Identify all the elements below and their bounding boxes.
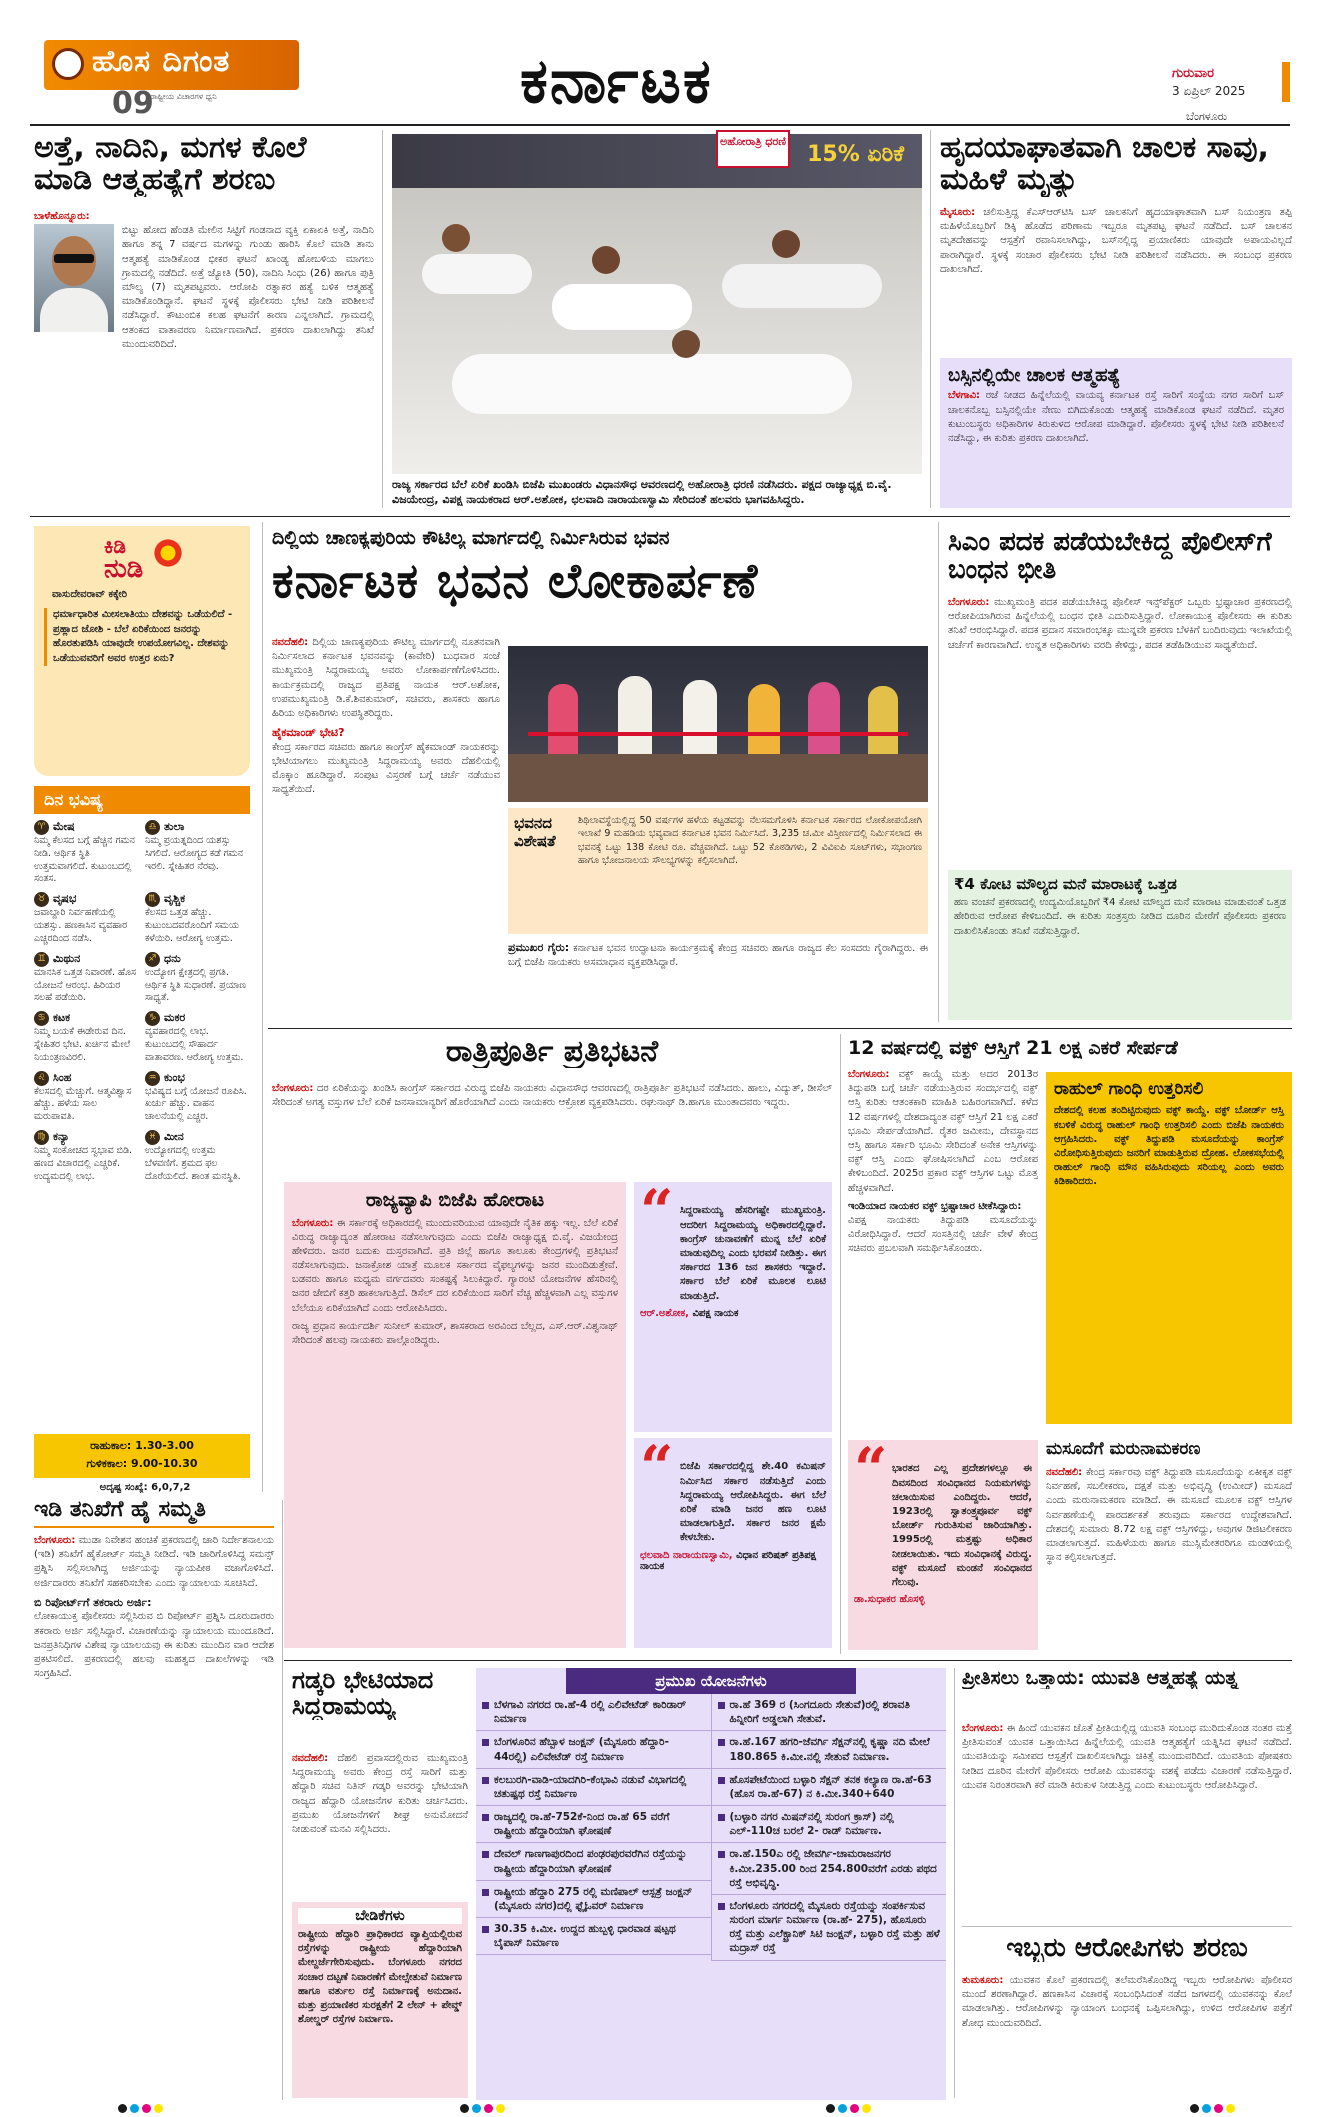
rashi-item: ♉ ವೃಷಭ ಜವಾಬ್ದಾರಿ ನಿರ್ವಹಣೆಯಲ್ಲಿ ಯಶಸ್ಸು. ಹಣಕಾಸಿನ ವ್ಯವಹಾರ ಎಚ್ಚರದಿಂದ ನಡೆಸಿ. bbox=[34, 892, 128, 944]
waqf-body: ಬೆಂಗಳೂರು: ವಕ್ಫ್ ಕಾಯ್ದೆ ಮತ್ತು ಅದರ 2013ರ ತಿದ್ದುಪಡಿ ಬಗ್ಗೆ ಚರ್ಚೆ ನಡೆಯುತ್ತಿರುವ ಸಂದರ್ಭದಲ್ಲಿ ವಕ್ಫ್ ಆಸ್ತಿ ಕುರಿತು ಆತಂಕಕಾರಿ ಮಾಹಿತಿ ಬಹಿರಂಗವಾಗಿದೆ. ಕಳೆದ 12 ವರ್ಷಗಳಲ್ಲಿ ದೇಶದಾದ್ಯಂತ ವಕ್ಫ್ ಆಸ್ತಿಗೆ 21 ಲಕ್ಷ ಎಕರೆ ಭೂಮಿ ಸೇರ್ಪಡೆಯಾಗಿದೆ. ರೈತರ ಜಮೀನು, ದೇವಸ್ಥಾನದ ಆಸ್ತಿ ಹಾಗೂ ಸರ್ಕಾರಿ ಭೂಮಿ ಸೇರಿದಂತೆ ಅನೇಕ ಆಸ್ತಿಗಳನ್ನು ವಕ್ಫ್ ಆಸ್ತಿ ಎಂದು ಘೋಷಿಸಲಾಗಿದೆ ಎಂಬ ಆರೋಪ ಕೇಳಿಬಂದಿದೆ. 2025ರ ಪ್ರಕಾರ ವಕ್ಫ್ ಆಸ್ತಿಗಳ ಒಟ್ಟು ಮೊತ್ತ ಹೆಚ್ಚಳವಾಗಿದೆ. ಇಂಡಿಯಾದ ನಾಯಕರ ವಕ್ಫ್ ಭ್ರಷ್ಟಾಚಾರ ಟೀಕೆಸಿದ್ದಾರು: ವಿಪಕ್ಷ ನಾಯಕರು ತಿದ್ದುಪಡಿ ಮಸೂದೆಯನ್ನು ವಿರೋಧಿಸಿದ್ದಾರೆ. ಆದರೆ ಸಂಸತ್ತಿನಲ್ಲಿ ಚರ್ಚೆ ವೇಳೆ ಕೇಂದ್ರ ಸಚಿವರು ಪ್ರಬಲವಾಗಿ ಸಮರ್ಥಿಸಿಕೊಂಡರು. bbox=[848, 1069, 1038, 1255]
statewide-box bbox=[284, 1182, 626, 1648]
logo-tagline: ರಾಷ್ಟ್ರೀಯ ವಿಚಾರಗಳ ಧ್ವನಿ bbox=[150, 92, 217, 101]
scheme-item: ರಾ.ಹೆ.150ಎ ರಲ್ಲಿ ಜೇವರ್ಗಿ-ಚಾಮರಾಜನಗರ ಕಿ.ಮೀ.235.00 ರಿಂದ 254.800ವರೆಗೆ ಎರಡು ಪಥದ ರಸ್ತೆ ಅಭಿವೃದ್ಧಿ. bbox=[712, 1843, 947, 1895]
lead-feature-box bbox=[508, 808, 928, 934]
story2b-headline: ಬಸ್ಸಿನಲ್ಲಿಯೇ ಚಾಲಕ ಆತ್ಮಹತ್ಯೆ bbox=[948, 365, 1121, 386]
rashi-item: ♐ ಧನು ಉದ್ಯೋಗ ಕ್ಷೇತ್ರದಲ್ಲಿ ಪ್ರಗತಿ. ಆರ್ಥಿಕ ಸ್ಥಿತಿ ಸುಧಾರಣೆ. ಪ್ರಯಾಣ ಸಾಧ್ಯತೆ. bbox=[145, 951, 246, 1004]
libra-icon: ♎ bbox=[145, 820, 160, 835]
scheme-item: ಕಲಬುರಗಿ-ವಾಡಿ-ಯಾದಗಿರಿ-ಕೆಂಭಾವಿ ನಡುವೆ ವಿಭಾಗದಲ್ಲಿ ಚತುಷ್ಪಥ ರಸ್ತೆ ನಿರ್ಮಾಣ bbox=[476, 1769, 711, 1806]
story3-body: ಬೆಂಗಳೂರು: ಮುಖ್ಯಮಂತ್ರಿ ಪದಕ ಪಡೆಯಬೇಕಿದ್ದ ಪೊಲೀಸ್ ಇನ್ಸ್‌ಪೆಕ್ಟರ್ ಒಬ್ಬರು ಭ್ರಷ್ಟಾಚಾರ ಪ್ರಕರಣದಲ್ಲಿ ಆರೋಪಿಯಾಗಿರುವ ಹಿನ್ನೆಲೆಯಲ್ಲಿ ಬಂಧನ ಭೀತಿ ಎದುರಿಸುತ್ತಿದ್ದಾರೆ. ಲೋಕಾಯುಕ್ತ ಪೊಲೀಸರು ಈ ಕುರಿತು ತನಿಖೆ ಆರಂಭಿಸಿದ್ದಾರೆ. ಪದಕ ಪ್ರದಾನ ಸಮಾರಂಭಕ್ಕೂ ಮುನ್ನವೇ ಪ್ರಕರಣ ಬೆಳಕಿಗೆ ಬಂದಿರುವುದು ಇಲಾಖೆಯಲ್ಲಿ ಚರ್ಚೆಗೆ ಕಾರಣವಾಗಿದೆ. ಉನ್ನತ ಅಧಿಕಾರಿಗಳು ವರದಿ ಕೇಳಿದ್ದು, ಪದಕ ತಡೆಹಿಡಿಯುವ ಸಾಧ್ಯತೆಯಿದೆ. bbox=[948, 597, 1292, 651]
love-body: ಬೆಂಗಳೂರು: ಈ ಹಿಂದೆ ಯುವಕನ ಜೊತೆ ಪ್ರೀತಿಯಲ್ಲಿದ್ದ ಯುವತಿ ಸಂಬಂಧ ಮುರಿದುಕೊಂಡ ನಂತರ ಮತ್ತೆ ಪ್ರೀತಿಸುವಂತೆ ಯುವಕ ಒತ್ತಾಯಿಸಿದ ಹಿನ್ನೆಲೆಯಲ್ಲಿ ಯುವತಿ ಆತ್ಮಹತ್ಯೆಗೆ ಯತ್ನಿಸಿದ ಘಟನೆ ನಡೆದಿದೆ. ಯುವತಿಯನ್ನು ಸಮೀಪದ ಆಸ್ಪತ್ರೆಗೆ ದಾಖಲಿಸಲಾಗಿದ್ದು ಚಿಕಿತ್ಸೆ ಮುಂದುವರಿದಿದೆ. ಯುವತಿಯ ಪೋಷಕರು ನೀಡಿದ ದೂರಿನ ಮೇರೆಗೆ ಪೊಲೀಸರು ಆರೋಪಿ ಯುವಕನನ್ನು ವಶಕ್ಕೆ ಪಡೆದು ವಿಚಾರಣೆ ನಡೆಸುತ್ತಿದ್ದಾರೆ. ಯುವಕ ನಿರಂತರವಾಗಿ ಕರೆ ಮಾಡಿ ಕಿರುಕುಳ ನೀಡುತ್ತಿದ್ದ ಎಂದು ಕುಟುಂಬಸ್ಥರು ಆರೋಪಿಸಿದ್ದಾರೆ. bbox=[962, 1723, 1292, 1791]
cancer-icon: ♋ bbox=[34, 1011, 49, 1026]
statewide-body: ಬೆಂಗಳೂರು: ಈ ಸರ್ಕಾರಕ್ಕೆ ಅಧಿಕಾರದಲ್ಲಿ ಮುಂದುವರಿಯುವ ಯಾವುದೇ ನೈತಿಕ ಹಕ್ಕು ಇಲ್ಲ. ಬೆಲೆ ಏರಿಕೆ ವಿರುದ್ಧ ರಾಜ್ಯಾದ್ಯಂತ ಹೋರಾಟ ನಡೆಸಲಾಗುವುದು ಎಂದು ಬಿಜೆಪಿ ರಾಜ್ಯಾಧ್ಯಕ್ಷ ಬಿ.ವೈ. ವಿಜಯೇಂದ್ರ ಹೇಳಿದರು. ಜನರ ಬದುಕು ದುಸ್ತರವಾಗಿದೆ. ಪ್ರತಿ ಜಿಲ್ಲೆ ಹಾಗೂ ತಾಲೂಕು ಕೇಂದ್ರಗಳಲ್ಲಿ ಪ್ರತಿಭಟನೆ ನಡೆಸಲಾಗುವುದು. ಜನಾಕ್ರೋಶ ಯಾತ್ರೆ ಮೂಲಕ ಸರ್ಕಾರದ ವೈಫಲ್ಯಗಳನ್ನು ಜನರ ಮುಂದಿಡುತ್ತೇವೆ. ಬಡವರು ಹಾಗೂ ಮಧ್ಯಮ ವರ್ಗದವರು ಸಂಕಷ್ಟಕ್ಕೆ ಸಿಲುಕಿದ್ದಾರೆ. ಗ್ಯಾರಂಟಿ ಯೋಜನೆಗಳ ಹೆಸರಿನಲ್ಲಿ ಜನರ ಜೇಬಿಗೆ ಕತ್ತರಿ ಹಾಕಲಾಗುತ್ತಿದೆ. ಡಿಸೆಲ್ ದರ ಏರಿಕೆಯಿಂದ ಸಾರಿಗೆ ವೆಚ್ಚ ಹೆಚ್ಚಳವಾಗಿ ಎಲ್ಲ ವಸ್ತುಗಳ ಬೆಲೆಯೂ ಏರಿಕೆಯಾಗಿದೆ ಎಂದು ಆರೋಪಿಸಿದರು. ರಾಜ್ಯ ಪ್ರಧಾನ ಕಾರ್ಯದರ್ಶಿ ಸುನೀಲ್ ಕುಮಾರ್, ಶಾಸಕರಾದ ಅರವಿಂದ ಬೆಲ್ಲದ, ಎಸ್.ಆರ್.ವಿಶ್ವನಾಥ್ ಸೇರಿದಂತೆ ಹಲವು ನಾಯಕರು ಪಾಲ್ಗೊಂಡಿದ್ದರು. bbox=[292, 1217, 619, 1347]
scheme-item: 30.35 ಕಿ.ಮೀ. ಉದ್ದದ ಹುಬ್ಬಳ್ಳಿ ಧಾರವಾಡ ಷಟ್ಪಥ ಬೈಪಾಸ್ ನಿರ್ಮಾಣ bbox=[476, 1918, 711, 1955]
banner-text: 15% ಏರಿಕೆ bbox=[807, 142, 904, 167]
quote-icon: “ bbox=[640, 1433, 674, 1501]
scheme-item: ರಾ.ಹೆ 369 ರ (ಸಿಂಗದೂರು ಸೇತುವೆ)ರಲ್ಲಿ ಶರಾವತಿ ಹಿನ್ನೀರಿಗೆ ಅಡ್ಡಲಾಗಿ ಸೇತುವೆ. bbox=[712, 1694, 947, 1731]
pisces-icon: ♓ bbox=[145, 1130, 160, 1145]
love-headline: ಪ್ರೀತಿಸಲು ಒತ್ತಾಯ: ಯುವತಿ ಆತ್ಮಹತ್ಯೆ ಯತ್ನ bbox=[962, 1668, 1239, 1689]
lucky-number: ಅದೃಷ್ಟ ಸಂಖ್ಯೆ: 6,0,7,2 bbox=[99, 1482, 191, 1493]
logo-text: ಹೊಸ ದಿಗಂತ bbox=[92, 44, 231, 79]
sagittarius-icon: ♐ bbox=[145, 952, 160, 967]
rashi-item: ♋ ಕಟಕ ನಿಮ್ಮ ಬಯಕೆ ಈಡೇರುವ ದಿನ. ಸ್ನೇಹಿತರ ಭೇಟಿ. ಖರ್ಚಿನ ಮೇಲೆ ನಿಯಂತ್ರಣವಿರಲಿ. bbox=[34, 1011, 131, 1063]
gadkari-body: ನವದೆಹಲಿ: ದೆಹಲಿ ಪ್ರವಾಸದಲ್ಲಿರುವ ಮುಖ್ಯಮಂತ್ರಿ ಸಿದ್ದರಾಮಯ್ಯ ಅವರು ಕೇಂದ್ರ ರಸ್ತೆ ಸಾರಿಗೆ ಮತ್ತು ಹೆದ್ದಾರಿ ಸಚಿವ ನಿತಿನ್ ಗಡ್ಕರಿ ಅವರನ್ನು ಭೇಟಿಯಾಗಿ ರಾಜ್ಯದ ಹೆದ್ದಾರಿ ಯೋಜನೆಗಳ ಕುರಿತು ಚರ್ಚಿಸಿದರು. ಪ್ರಮುಖ ಯೋಜನೆಗಳಿಗೆ ಶೀಘ್ರ ಅನುಮೋದನೆ ನೀಡುವಂತೆ ಮನವಿ ಸಲ್ಲಿಸಿದರು. bbox=[292, 1753, 468, 1835]
taurus-icon: ♉ bbox=[34, 892, 49, 907]
kidi-nudi-box bbox=[34, 526, 250, 776]
leo-icon: ♌ bbox=[34, 1071, 49, 1086]
story2b-body: ಬೆಳಗಾವಿ: ರಜೆ ನೀಡದ ಹಿನ್ನೆಲೆಯಲ್ಲಿ ವಾಯವ್ಯ ಕರ್ನಾಟಕ ರಸ್ತೆ ಸಾರಿಗೆ ಸಂಸ್ಥೆಯ ನಗರ ಸಾರಿಗೆ ಬಸ್ ಚಾಲಕನೊಬ್ಬ ಬಸ್ಸಿನಲ್ಲಿಯೇ ನೇಣು ಬಿಗಿದುಕೊಂಡು ಆತ್ಮಹತ್ಯೆ ಮಾಡಿಕೊಂಡ ಘಟನೆ ನಡೆದಿದೆ. ಮೃತರ ಕುಟುಂಬಸ್ಥರು ಅಧಿಕಾರಿಗಳ ಕಿರುಕುಳದ ಆರೋಪ ಮಾಡಿದ್ದಾರೆ. ಪೊಲೀಸರು ಸ್ಥಳಕ್ಕೆ ಭೇಟಿ ನೀಡಿ ಪರಿಶೀಲನೆ ನಡೆಸಿದ್ದು, ಈ ಕುರಿತು ಪ್ರಕರಣ ದಾಖಲಾಗಿದೆ. bbox=[948, 390, 1284, 444]
demands-body: ರಾಷ್ಟ್ರೀಯ ಹೆದ್ದಾರಿ ಪ್ರಾಧಿಕಾರದ ವ್ಯಾಪ್ತಿಯಲ್ಲಿರುವ ರಸ್ತೆಗಳನ್ನು ರಾಷ್ಟ್ರೀಯ ಹೆದ್ದಾರಿಯಾಗಿ ಮೇಲ್ದರ್ಜೆಗೇರಿಸುವುದು. ಬೆಂಗಳೂರು ನಗರದ ಸಂಚಾರ ದಟ್ಟಣೆ ನಿವಾರಣೆಗೆ ಮೇಲ್ಸೇತುವೆ ನಿರ್ಮಾಣ ಹಾಗೂ ವರ್ತುಲ ರಸ್ತೆ ನಿರ್ಮಾಣಕ್ಕೆ ಅನುದಾನ. ಮತ್ತು ಪ್ರಯಾಣಿಕರ ಸುರಕ್ಷತೆಗೆ 2 ಲೇನ್ + ಪೇವ್ಡ್ ಶೋಲ್ಡರ್ ರಸ್ತೆಗಳ ನಿರ್ಮಾಣ. bbox=[298, 1929, 462, 2026]
dharna-caption: ರಾಜ್ಯ ಸರ್ಕಾರದ ಬೆಲೆ ಏರಿಕೆ ಖಂಡಿಸಿ ಬಿಜೆಪಿ ಮುಖಂಡರು ವಿಧಾನಸೌಧ ಆವರಣದಲ್ಲಿ ಅಹೋರಾತ್ರಿ ಧರಣಿ ನಡೆಸಿದರು. ಪಕ್ಷದ ರಾಜ್ಯಾಧ್ಯಕ್ಷ ಬಿ.ವೈ. ವಿಜಯೇಂದ್ರ, ವಿಪಕ್ಷ ನಾಯಕರಾದ ಆರ್.ಅಶೋಕ, ಛಲವಾದಿ ನಾರಾಯಣಸ್ವಾಮಿ ಸೇರಿದಂತೆ ಹಲವರು ಭಾಗವಹಿಸಿದ್ದರು. bbox=[392, 478, 892, 506]
kidi-title: ಕಿಡಿ bbox=[104, 534, 126, 558]
protest-body: ಬೆಂಗಳೂರು: ದರ ಏರಿಕೆಯನ್ನು ಖಂಡಿಸಿ ಕಾಂಗ್ರೆಸ್ ಸರ್ಕಾರದ ವಿರುದ್ಧ ಬಿಜೆಪಿ ನಾಯಕರು ವಿಧಾನಸೌಧ ಆವರಣದಲ್ಲಿ ರಾತ್ರಿಪೂರ್ತಿ ಪ್ರತಿಭಟನೆ ನಡೆಸಿದರು. ಹಾಲು, ವಿದ್ಯುತ್, ಡೀಸೆಲ್ ಸೇರಿದಂತೆ ಅಗತ್ಯ ವಸ್ತುಗಳ ಬೆಲೆ ಏರಿಕೆ ಜನಸಾಮಾನ್ಯರಿಗೆ ಹೊರೆಯಾಗಿದೆ ಎಂದು ನಾಯಕರು ಆಕ್ರೋಶ ವ್ಯಕ್ತಪಡಿಸಿದರು. ರಘುನಾಥ್ ಡಿ.ಹಾಗೂ ಮುಂತಾದವರು ಇದ್ದರು. bbox=[272, 1083, 832, 1109]
story4-headline: ಮಸೂದೆಗೆ ಮರುನಾಮಕರಣ bbox=[1046, 1440, 1201, 1459]
virgo-icon: ♍ bbox=[34, 1130, 49, 1145]
quote3-text: ಭಾರತದ ಎಲ್ಲ ಪ್ರದೇಶಗಳಲ್ಲೂ ಈ ದಿವಸದಿಂದ ಸಂವಿಧಾನದ ನಿಯಮಗಳನ್ನು ಚಲಾಯಿಸುವ ಎಂದಿದ್ದರು. ಆದರೆ, 1923ರಲ್ಲಿ ಸ್ವಾತಂತ್ರ್ಯಪೂರ್ವ ವಕ್ಫ್ ಬೋರ್ಡ್ ಗುರುತಿಸುವ ಜಾರಿಯಾಗಿತ್ತು. 1995ರಲ್ಲಿ ಮತ್ತಷ್ಟು ಅಧಿಕಾರ ನೀಡಲಾಯಿತು. ಇದು ಸಂವಿಧಾನಕ್ಕೆ ವಿರುದ್ಧ. ವಕ್ಫ್ ಮಸೂದೆ ಮಂಡನೆ ಸಂವಿಧಾನದ ಗೆಲುವು. bbox=[892, 1463, 1032, 1588]
story2-body: ಮೈಸೂರು: ಚಲಿಸುತ್ತಿದ್ದ ಕೆಎಸ್‌ಆರ್‌ಟಿಸಿ ಬಸ್ ಚಾಲಕನಿಗೆ ಹೃದಯಾಘಾತವಾಗಿ ಬಸ್ ನಿಯಂತ್ರಣ ತಪ್ಪಿ ಮಹಿಳೆಯೊಬ್ಬರಿಗೆ ಡಿಕ್ಕಿ ಹೊಡೆದ ಪರಿಣಾಮ ಇಬ್ಬರೂ ಮೃತಪಟ್ಟ ಘಟನೆ ನಡೆದಿದೆ. ಬಸ್ ಚಾಲಕನ ಮೃತದೇಹವನ್ನು ಆಸ್ಪತ್ರೆಗೆ ರವಾನಿಸಲಾಗಿದ್ದು, ಬಸ್‌ನಲ್ಲಿದ್ದ ಪ್ರಯಾಣಿಕರು ಯಾವುದೇ ಅಪಾಯವಿಲ್ಲದೆ ಪಾರಾಗಿದ್ದಾರೆ. ಸ್ಥಳಕ್ಕೆ ಸಂಚಾರ ಪೊಲೀಸರು ಭೇಟಿ ನೀಡಿ ಪರಿಶೀಲನೆ ನಡೆಸಿದರು. ಈ ಸಂಬಂಧ ಪ್ರಕರಣ ದಾಖಲಾಗಿದೆ. bbox=[940, 207, 1292, 275]
rahul-headline: ರಾಹುಲ್ ಗಾಂಧಿ ಉತ್ತರಿಸಲಿ bbox=[1054, 1079, 1204, 1099]
lead-photo bbox=[508, 646, 928, 802]
feature-body: ಶಿಥಿಲಾವಸ್ಥೆಯಲ್ಲಿದ್ದ 50 ವರ್ಷಗಳ ಹಳೆಯ ಕಟ್ಟಡವನ್ನು ನೆಲಸಮಗೊಳಿಸಿ ಕರ್ನಾಟಕ ಸರ್ಕಾರದ ಲೋಕೋಪಯೋಗಿ ಇಲಾಖೆ 9 ಮಹಡಿಯ ಭವ್ಯವಾದ ಕರ್ನಾಟಕ ಭವನ ನಿರ್ಮಿಸಿದೆ. 3,235 ಚ.ಮೀ ವಿಸ್ತೀರ್ಣದಲ್ಲಿ ನಿರ್ಮಿಸಲಾದ ಈ ಭವನಕ್ಕೆ ಒಟ್ಟು 138 ಕೋಟಿ ರೂ. ವೆಚ್ಚವಾಗಿದೆ. ಒಟ್ಟು 52 ಕೊಠಡಿಗಳು, 2 ವಿವಿಐಪಿ ಸೂಟ್‌ಗಳು, ಸಭಾಂಗಣ ಹಾಗೂ ಭೋಜನಾಲಯ ಸೌಲಭ್ಯಗಳನ್ನು ಕಲ್ಪಿಸಲಾಗಿದೆ. bbox=[578, 815, 922, 867]
dharna-badge: ಅಹೋರಾತ್ರಿ ಧರಣಿ bbox=[716, 130, 790, 168]
lead-headline: ಕರ್ನಾಟಕ ಭವನ ಲೋಕಾರ್ಪಣೆ bbox=[272, 556, 759, 608]
story2-headline: ಹೃದಯಾಘಾತವಾಗಿ ಚಾಲಕ ಸಾವು, ಮಹಿಳೆ ಮೃತ್ಯು bbox=[940, 132, 1269, 197]
aries-icon: ♈ bbox=[34, 820, 49, 835]
kidi-body: ಧರ್ಮಾಧಾರಿತ ಮೀಸಲಾತಿಯು ದೇಶವನ್ನು ಒಡೆಯಲಿದೆ - ಪ್ರಹ್ಲಾದ ಜೋಶಿ - ಬೆಲೆ ಏರಿಕೆಯಿಂದ ಜನರನ್ನು ಹೊರತುಪಡಿಸಿ ಯಾವುದೇ ಉಪಯೋಗವಿಲ್ಲ. ದೇಶವನ್ನು ಒಡೆಯುವವರಿಗೆ ಅವರ ಉತ್ತರ ಏನು? bbox=[44, 608, 240, 666]
story1-body bbox=[34, 210, 374, 506]
story3-headline: ಸಿಎಂ ಪದಕ ಪಡೆಯಬೇಕಿದ್ದ ಪೊಲೀಸ್‌ಗೆ ಬಂಧನ ಭೀತಿ bbox=[948, 528, 1272, 585]
lead-body-col1: ನವದೆಹಲಿ: ದಿಲ್ಲಿಯ ಚಾಣಕ್ಯಪುರಿಯ ಕೌಟಿಲ್ಯ ಮಾರ್ಗದಲ್ಲಿ ನೂತನವಾಗಿ ನಿರ್ಮಿಸಲಾದ ಕರ್ನಾಟಕ ಭವನವನ್ನು (ಕಾವೇರಿ) ಬುಧವಾರ ಸಂಜೆ ಮುಖ್ಯಮಂತ್ರಿ ಸಿದ್ದರಾಮಯ್ಯ ಅವರು ಲೋಕಾರ್ಪಣೆಗೊಳಿಸಿದರು. ಕಾರ್ಯಕ್ರಮದಲ್ಲಿ ರಾಜ್ಯದ ಪ್ರತಿಪಕ್ಷ ನಾಯಕ ಆರ್.ಅಶೋಕ, ಉಪಮುಖ್ಯಮಂತ್ರಿ ಡಿ.ಕೆ.ಶಿವಕುಮಾರ್, ಸಚಿವರು, ಶಾಸಕರು ಹಾಗೂ ಹಿರಿಯ ಅಧಿಕಾರಿಗಳು ಉಪಸ್ಥಿತರಿದ್ದರು. ಹೈಕಮಾಂಡ್ ಭೇಟಿ? ಕೇಂದ್ರ ಸರ್ಕಾರದ ಸಚಿವರು ಹಾಗೂ ಕಾಂಗ್ರೆಸ್ ಹೈಕಮಾಂಡ್ ನಾಯಕರನ್ನು ಭೇಟಿಯಾಗಲು ಮುಖ್ಯಮಂತ್ರಿ ಸಿದ್ದರಾಮಯ್ಯ ಅವರು ದೆಹಲಿಯಲ್ಲಿ ಮೊಕ್ಕಾಂ ಹೂಡಿದ್ದಾರೆ. ಸಂಪುಟ ವಿಸ್ತರಣೆ ಬಗ್ಗೆ ಚರ್ಚೆ ನಡೆಯುವ ಸಾಧ್ಯತೆಯಿದೆ. bbox=[272, 637, 500, 796]
hyle-body: ಬೆಂಗಳೂರು: ಮುಡಾ ನಿವೇಶನ ಹಂಚಿಕೆ ಪ್ರಕರಣದಲ್ಲಿ ಜಾರಿ ನಿರ್ದೇಶನಾಲಯ (ಇಡಿ) ತನಿಖೆಗೆ ಹೈಕೋರ್ಟ್ ಸಮ್ಮತಿ ನೀಡಿದೆ. ಇಡಿ ಜಾರಿಗೊಳಿಸಿದ್ದ ಸಮನ್ಸ್ ಪ್ರಶ್ನಿಸಿ ಸಲ್ಲಿಸಲಾಗಿದ್ದ ಅರ್ಜಿಯನ್ನು ನ್ಯಾಯಪೀಠ ವಜಾಗೊಳಿಸಿದೆ. ಅರ್ಜಿದಾರರು ತನಿಖೆಗೆ ಸಹಕರಿಸಬೇಕು ಎಂದು ನ್ಯಾಯಾಲಯ ಸೂಚಿಸಿದೆ. ಬಿ ರಿಪೋರ್ಟ್‌ಗೆ ತಕರಾರು ಅರ್ಜಿ: ಲೋಕಾಯುಕ್ತ ಪೊಲೀಸರು ಸಲ್ಲಿಸಿರುವ ಬಿ ರಿಪೋರ್ಟ್ ಪ್ರಶ್ನಿಸಿ ದೂರುದಾರರು ತಕರಾರು ಅರ್ಜಿ ಸಲ್ಲಿಸಿದ್ದಾರೆ. ವಿಚಾರಣೆಯನ್ನು ನ್ಯಾಯಾಲಯ ಮುಂದೂಡಿದೆ. ಜನಪ್ರತಿನಿಧಿಗಳ ವಿಶೇಷ ನ್ಯಾಯಾಲಯವು ಈ ಕುರಿತು ಮುಂದಿನ ವಾರ ಆದೇಶ ಪ್ರಕಟಿಸಲಿದೆ. ಪ್ರಕರಣದಲ್ಲಿ ಹಲವು ಮಹತ್ವದ ದಾಖಲೆಗಳನ್ನು ಇಡಿ ಸಂಗ್ರಹಿಸಿದೆ. bbox=[34, 1535, 274, 1680]
registration-marks-center-left bbox=[460, 2104, 505, 2113]
nudi-title: ನುಡಿ bbox=[104, 554, 144, 584]
page-number: 09 bbox=[112, 86, 154, 121]
story4-body: ನವದೆಹಲಿ: ಕೇಂದ್ರ ಸರ್ಕಾರವು ವಕ್ಫ್ ತಿದ್ದುಪಡಿ ಮಸೂದೆಯನ್ನು ಏಕೀಕೃತ ವಕ್ಫ್ ನಿರ್ವಹಣೆ, ಸಬಲೀಕರಣ, ದಕ್ಷತೆ ಮತ್ತು ಅಭಿವೃದ್ಧಿ (ಉಮೀದ್) ಮಸೂದೆ ಎಂದು ಮರುನಾಮಕರಣ ಮಾಡಿದೆ. ಈ ಮಸೂದೆ ಮೂಲಕ ವಕ್ಫ್ ಆಸ್ತಿಗಳ ನಿರ್ವಹಣೆಯಲ್ಲಿ ಪಾರದರ್ಶಕತೆ ತರುವುದು ಸರ್ಕಾರದ ಉದ್ದೇಶವಾಗಿದೆ. ದೇಶದಲ್ಲಿ ಸುಮಾರು 8.72 ಲಕ್ಷ ವಕ್ಫ್ ಆಸ್ತಿಗಳಿದ್ದು, ಅವುಗಳ ಡಿಜಿಟಲೀಕರಣ ಮಾಡಲಾಗುತ್ತದೆ. ಮಹಿಳೆಯರು ಹಾಗೂ ಮುಸ್ಲಿಮೇತರರಿಗೂ ಮಂಡಳಿಯಲ್ಲಿ ಸ್ಥಾನ ಕಲ್ಪಿಸಲಾಗುತ್ತದೆ. bbox=[1046, 1467, 1292, 1564]
story2b-box bbox=[940, 358, 1292, 508]
quote1-text: ಸಿದ್ದರಾಮಯ್ಯ ಹೆಸರಿಗಷ್ಟೇ ಮುಖ್ಯಮಂತ್ರಿ. ಆದರೀಗ ಸಿದ್ದರಾಮಯ್ಯ ಅಧಿಕಾರದಲ್ಲಿದ್ದಾರೆ. ಕಾಂಗ್ರೆಸ್ ಚುನಾವಣೆಗೆ ಮುನ್ನ ಬೆಲೆ ಏರಿಕೆ ಮಾಡುವುದಿಲ್ಲ ಎಂದು ಭರವಸೆ ನೀಡಿತ್ತು. ಈಗ ಸರ್ಕಾರದ 136 ಜನ ಶಾಸಕರು ಇದ್ದಾರೆ. ಸರ್ಕಾರ ಬೆಲೆ ಏರಿಕೆ ಮೂಲಕ ಲೂಟಿ ಮಾಡುತ್ತಿದೆ. bbox=[680, 1205, 826, 1302]
rahukala-box: ರಾಹುಕಾಲ: 1.30-3.00 ಗುಳಿಕಕಾಲ: 9.00-10.30 bbox=[34, 1434, 250, 1478]
surrender-body: ತುಮಕೂರು: ಯುವಕನ ಕೊಲೆ ಪ್ರಕರಣದಲ್ಲಿ ತಲೆಮರೆಸಿಕೊಂಡಿದ್ದ ಇಬ್ಬರು ಆರೋಪಿಗಳು ಪೊಲೀಸರ ಮುಂದೆ ಶರಣಾಗಿದ್ದಾರೆ. ಹಣಕಾಸಿನ ವಿಚಾರಕ್ಕೆ ಸಂಬಂಧಿಸಿದಂತೆ ನಡೆದ ಜಗಳದಲ್ಲಿ ಯುವಕನನ್ನು ಕೊಲೆ ಮಾಡಲಾಗಿತ್ತು. ಆರೋಪಿಗಳನ್ನು ನ್ಯಾಯಾಂಗ ಬಂಧನಕ್ಕೆ ಒಪ್ಪಿಸಲಾಗಿದ್ದು, ಉಳಿದ ಆರೋಪಿಗಳ ಪತ್ತೆಗೆ ಶೋಧ ಮುಂದುವರಿದಿದೆ. bbox=[962, 1975, 1292, 2029]
statewide-headline: ರಾಜ್ಯವ್ಯಾಪಿ ಬಿಜೆಪಿ ಹೋರಾಟ bbox=[365, 1189, 545, 1211]
scorpio-icon: ♏ bbox=[145, 892, 160, 907]
aquarius-icon: ♒ bbox=[145, 1071, 160, 1086]
quote-icon: “ bbox=[640, 1177, 674, 1245]
rashi-item: ♌ ಸಿಂಹ ಕೆಲಸದಲ್ಲಿ ಮೆಚ್ಚುಗೆ. ಆತ್ಮವಿಶ್ವಾಸ ಹೆಚ್ಚು. ಹಳೆಯ ಸಾಲ ಮರುಪಾವತಿ. bbox=[34, 1070, 132, 1123]
story3b-box bbox=[948, 870, 1292, 1020]
section-title: ಕರ್ನಾಟಕ bbox=[520, 44, 713, 117]
lead-subheading: ಹೈಕಮಾಂಡ್ ಭೇಟಿ? bbox=[272, 726, 345, 740]
registration-marks-center-right bbox=[826, 2104, 871, 2113]
scheme-item: ರಾ.ಹೆ.167 ಹಗರಿ-ಜೆವರ್ಗಿ ಸೆಕ್ಷನ್‌ನಲ್ಲಿ ಕೃಷ್ಣಾ ನದಿ ಮೇಲೆ 180.865 ಕಿ.ಮೀ.ನಲ್ಲಿ ಸೇತುವೆ ನಿರ್ಮಾಣ. bbox=[712, 1731, 947, 1768]
masthead-rule bbox=[30, 124, 1290, 126]
horoscope-grid bbox=[34, 820, 250, 1430]
scheme-item: ರಾಜ್ಯದಲ್ಲಿ ರಾ.ಹೆ-752ಕೆ-ನಿಂದ ರಾ.ಹೆ 65 ವರೆಗೆ ರಾಷ್ಟ್ರೀಯ ಹೆದ್ದಾರಿಯಾಗಿ ಘೋಷಣೆ bbox=[476, 1806, 711, 1843]
quote2-box: “ ಬಿಜೆಪಿ ಸರ್ಕಾರದಲ್ಲಿದ್ದ ಶೇ.40 ಕಮಿಷನ್ ನಿರ್ಮಿಸಿದ ಸರ್ಕಾರ ನಡೆಸುತ್ತಿದೆ ಎಂದು ಸಿದ್ದರಾಮಯ್ಯ ಆರೋಪಿಸಿದ್ದರು. ಈಗ ಬೆಲೆ ಏರಿಕೆ ಮಾಡಿ ಜನರ ಹಣ ಲೂಟಿ ಮಾಡಲಾಗುತ್ತಿದೆ. ಸರ್ಕಾರ ಜನರ ಕ್ಷಮೆ ಕೇಳಬೇಕು. ಛಲವಾದಿ ನಾರಾಯಣಸ್ವಾಮಿ, ವಿಧಾನ ಪರಿಷತ್ ಪ್ರತಿಪಕ್ಷ ನಾಯಕ bbox=[634, 1438, 832, 1648]
scheme-item: ಬೆಂಗಳೂರಿನ ಹೆಬ್ಬಾಳ ಜಂಕ್ಷನ್ (ಮೈಸೂರು ಹೆದ್ದಾರಿ- 44ರಲ್ಲಿ) ಎಲಿವೇಟೆಡ್ ರಸ್ತೆ ನಿರ್ಮಾಣ bbox=[476, 1731, 711, 1768]
kidi-byline: ವಾಸುದೇವರಾವ್ ಕಕ್ಕೇರಿ bbox=[52, 589, 128, 601]
quote-icon: “ bbox=[854, 1435, 888, 1503]
rahul-box bbox=[1046, 1072, 1292, 1424]
masthead-logo bbox=[44, 40, 299, 90]
protest-headline: ರಾತ್ರಿಪೂರ್ತಿ ಪ್ರತಿಭಟನೆ bbox=[445, 1036, 659, 1069]
quote3-box: “ ಭಾರತದ ಎಲ್ಲ ಪ್ರದೇಶಗಳಲ್ಲೂ ಈ ದಿವಸದಿಂದ ಸಂವಿಧಾನದ ನಿಯಮಗಳನ್ನು ಚಲಾಯಿಸುವ ಎಂದಿದ್ದರು. ಆದರೆ, 1923ರಲ್ಲಿ ಸ್ವಾತಂತ್ರ್ಯಪೂರ್ವ ವಕ್ಫ್ ಬೋರ್ಡ್ ಗುರುತಿಸುವ ಜಾರಿಯಾಗಿತ್ತು. 1995ರಲ್ಲಿ ಮತ್ತಷ್ಟು ಅಧಿಕಾರ ನೀಡಲಾಯಿತು. ಇದು ಸಂವಿಧಾನಕ್ಕೆ ವಿರುದ್ಧ. ವಕ್ಫ್ ಮಸೂದೆ ಮಂಡನೆ ಸಂವಿಧಾನದ ಗೆಲುವು. ಡಾ.ಸುಧಾಕರ ಹೊಸಳ್ಳಿ bbox=[848, 1440, 1038, 1650]
story1-dateline: ಬಾಳೆಹೊನ್ನೂರು: bbox=[34, 211, 90, 222]
scheme-item: ರಾಷ್ಟ್ರೀಯ ಹೆದ್ದಾರಿ 275 ರಲ್ಲಿ ಮಣಿಪಾಲ್ ಆಸ್ಪತ್ರೆ ಜಂಕ್ಷನ್ (ಮೈಸೂರು ನಗರ)ದಲ್ಲಿ ಫ್ಲೈಓವರ್ ನಿರ್ಮಾಣ bbox=[476, 1881, 711, 1918]
rashi-item: ♒ ಕುಂಭ ಭವಿಷ್ಯದ ಬಗ್ಗೆ ಯೋಜನೆ ರೂಪಿಸಿ. ಖರ್ಚು ಹೆಚ್ಚು. ವಾಹನ ಚಾಲನೆಯಲ್ಲಿ ಎಚ್ಚರ. bbox=[145, 1070, 247, 1123]
story1-headline: ಅತ್ತೆ, ನಾದಿನಿ, ಮಗಳ ಕೊಲೆ ಮಾಡಿ ಆತ್ಮಹತ್ಯೆಗೆ ಶರಣು bbox=[34, 132, 307, 197]
story1-text: ಬಿಟ್ಟು ಹೋದ ಹೆಂಡತಿ ಮೇಲಿನ ಸಿಟ್ಟಿಗೆ ಗಂಡನಾದ ವ್ಯಕ್ತಿ ಏಕಾಏಕಿ ಅತ್ತೆ, ನಾದಿನಿ ಹಾಗೂ ತನ್ನ 7 ವರ್ಷದ ಮಗಳನ್ನು ಗುಂಡು ಹಾರಿಸಿ ಕೊಲೆ ಮಾಡಿ ತಾನು ಆತ್ಮಹತ್ಯೆ ಮಾಡಿಕೊಂಡ ಭೀಕರ ಘಟನೆ ಖಾಂಡ್ಯ ಹೋಬಳಿಯ ಮಾಗಲು ಗ್ರಾಮದಲ್ಲಿ ನಡೆದಿದೆ. ಅತ್ತೆ ಜ್ಯೋತಿ (50), ನಾದಿನಿ ಸಿಂಧು (26) ಹಾಗೂ ಪುತ್ರಿ ಮೌಲ್ಯ (7) ಮೃತಪಟ್ಟವರು. ಆರೋಪಿ ರತ್ನಾಕರ ಹತ್ಯೆ ಬಳಿಕ ಆತ್ಮಹತ್ಯೆ ಮಾಡಿಕೊಂಡಿದ್ದಾನೆ. ಘಟನೆ ಸ್ಥಳಕ್ಕೆ ಪೊಲೀಸರು ಭೇಟಿ ನೀಡಿ ಪರಿಶೀಲನೆ ನಡೆಸಿದ್ದಾರೆ. ಕೌಟುಂಬಿಕ ಕಲಹ ಘಟನೆಗೆ ಕಾರಣ ಎನ್ನಲಾಗಿದೆ. ಗ್ರಾಮದಲ್ಲಿ ಆತಂಕದ ವಾತಾವರಣ ನಿರ್ಮಾಣವಾಗಿದೆ. ಪ್ರಕರಣ ದಾಖಲಾಗಿದ್ದು ತನಿಖೆ ಮುಂದುವರಿದಿದೆ. bbox=[122, 225, 374, 350]
hyle-headline: ಇಡಿ ತನಿಖೆಗೆ ಹೈ ಸಮ್ಮತಿ bbox=[34, 1498, 274, 1528]
rashi-item: ♑ ಮಕರ ವ್ಯವಹಾರದಲ್ಲಿ ಲಾಭ. ಕುಟುಂಬದಲ್ಲಿ ಸೌಹಾರ್ದ ವಾತಾವರಣ. ಆರೋಗ್ಯ ಉತ್ತಮ. bbox=[145, 1011, 244, 1063]
surrender-headline: ಇಬ್ಬರು ಆರೋಪಿಗಳು ಶರಣು bbox=[1006, 1934, 1248, 1963]
rashi-item: ♎ ತುಲಾ ನಿಮ್ಮ ಪ್ರಯತ್ನದಿಂದ ಯಶಸ್ಸು ಸಿಗಲಿದೆ. ಆರೋಗ್ಯದ ಕಡೆ ಗಮನ ಇರಲಿ. ಸ್ನೇಹಿತರ ನೆರವು. bbox=[145, 820, 244, 872]
scheme-item: ಹೊಸಪೇಟೆಯಿಂದ ಬಳ್ಳಾರಿ ಸೆಕ್ಷನ್ ತನಕ ಕಲ್ಯಾಣ ರಾ.ಹೆ-63 (ಹೊಸ ರಾ.ಹೆ-67) ನ ಕಿ.ಮೀ.340+640 bbox=[712, 1769, 947, 1806]
lead-kicker: ದಿಲ್ಲಿಯ ಚಾಣಕ್ಯಪುರಿಯ ಕೌಟಿಲ್ಯ ಮಾರ್ಗದಲ್ಲಿ ನಿರ್ಮಿಸಿರುವ ಭವನ bbox=[272, 528, 670, 549]
logo-emblem-icon bbox=[52, 48, 84, 80]
edition-day: ಗುರುವಾರ bbox=[1172, 66, 1214, 81]
schemes-title: ಪ್ರಮುಖ ಯೋಜನೆಗಳು bbox=[566, 1668, 856, 1694]
scheme-item: ಬೆಂಗಳೂರು ನಗರದಲ್ಲಿ ಮೈಸೂರು ರಸ್ತೆಯನ್ನು ಸಂಪರ್ಕಿಸುವ ಸುರಂಗ ಮಾರ್ಗ ನಿರ್ಮಾಣ (ರಾ.ಹೆ- 275), ಹೊಸೂರು ರಸ್ತೆ ಮತ್ತು ಎಲೆಕ್ಟ್ರಾನಿಕ್ ಸಿಟಿ ಜಂಕ್ಷನ್, ಬಳ್ಳಾರಿ ರಸ್ತೆ ಮತ್ತು ಹಳೆ ಮದ್ರಾಸ್ ರಸ್ತೆ bbox=[712, 1895, 947, 1961]
story3b-body: ಹಣ ವಂಚನೆ ಪ್ರಕರಣದಲ್ಲಿ ಉದ್ಯಮಿಯೊಬ್ಬರಿಗೆ ₹4 ಕೋಟಿ ಮೌಲ್ಯದ ಮನೆ ಮಾರಾಟ ಮಾಡುವಂತೆ ಒತ್ತಡ ಹೇರಿರುವ ಆರೋಪ ಕೇಳಿಬಂದಿದೆ. ಈ ಕುರಿತು ಸಂತ್ರಸ್ತರು ನೀಡಿದ ದೂರಿನ ಮೇರೆಗೆ ಪೊಲೀಸರು ಪ್ರಕರಣ ದಾಖಲಿಸಿಕೊಂಡು ತನಿಖೆ ನಡೆಸುತ್ತಿದ್ದಾರೆ. bbox=[954, 897, 1286, 937]
rashi-item: ♊ ಮಿಥುನ ಮಾನಸಿಕ ಒತ್ತಡ ನಿವಾರಣೆ. ಹೊಸ ಯೋಜನೆ ಆರಂಭ. ಹಿರಿಯರ ಸಲಹೆ ಪಡೆಯಿರಿ. bbox=[34, 951, 137, 1004]
edition-city: ಬೆಂಗಳೂರು bbox=[1186, 110, 1228, 123]
registration-marks-left bbox=[118, 2104, 163, 2113]
edition-date: 3 ಏಪ್ರಿಲ್ 2025 bbox=[1172, 84, 1246, 98]
rashi-item: ♈ ಮೇಷ ನಿಮ್ಮ ಕೆಲಸದ ಬಗ್ಗೆ ಹೆಚ್ಚಿನ ಗಮನ ನೀಡಿ. ಆರ್ಥಿಕ ಸ್ಥಿತಿ ಉತ್ತಮವಾಗಲಿದೆ. ಕುಟುಂಬದಲ್ಲಿ ಸಂತಸ. bbox=[34, 820, 135, 885]
scheme-item: (ಬಳ್ಳಾರಿ ನಗರ ಮಿಷನ್‌ನಲ್ಲಿ ಸುರಂಗ ಕ್ರಾಸ್) ನಲ್ಲಿ ಎಲ್-110ಚ ಬರಲೆ 2- ರಾಡ್ ನಿರ್ಮಾಣ. bbox=[712, 1806, 947, 1843]
scheme-item: ಬೆಳಗಾವಿ ನಗರದ ರಾ.ಹೆ-4 ರಲ್ಲಿ ಎಲಿವೇಟೆಡ್ ಕಾರಿಡಾರ್ ನಿರ್ಮಾಣ bbox=[476, 1694, 711, 1731]
waqf-headline: 12 ವರ್ಷದಲ್ಲಿ ವಕ್ಫ್ ಆಸ್ತಿಗೆ 21 ಲಕ್ಷ ಎಕರೆ ಸೇರ್ಪಡೆ bbox=[848, 1038, 1178, 1059]
gemini-icon: ♊ bbox=[34, 952, 49, 967]
capricorn-icon: ♑ bbox=[145, 1011, 160, 1026]
schemes-box bbox=[476, 1668, 946, 2100]
rashi-item: ♍ ಕನ್ಯಾ ನಿಮ್ಮ ಸಂಕೋಚದ ಸ್ವಭಾವ ಬಿಡಿ. ಹಣದ ವಿಚಾರದಲ್ಲಿ ಎಚ್ಚರಿಕೆ. ಉದ್ಯಮದಲ್ಲಿ ಲಾಭ. bbox=[34, 1130, 133, 1182]
quote1-box: “ ಸಿದ್ದರಾಮಯ್ಯ ಹೆಸರಿಗಷ್ಟೇ ಮುಖ್ಯಮಂತ್ರಿ. ಆದರೀಗ ಸಿದ್ದರಾಮಯ್ಯ ಅಧಿಕಾರದಲ್ಲಿದ್ದಾರೆ. ಕಾಂಗ್ರೆಸ್ ಚುನಾವಣೆಗೆ ಮುನ್ನ ಬೆಲೆ ಏರಿಕೆ ಮಾಡುವುದಿಲ್ಲ ಎಂದು ಭರವಸೆ ನೀಡಿತ್ತು. ಈಗ ಸರ್ಕಾರದ 136 ಜನ ಶಾಸಕರು ಇದ್ದಾರೆ. ಸರ್ಕಾರ ಬೆಲೆ ಏರಿಕೆ ಮೂಲಕ ಲೂಟಿ ಮಾಡುತ್ತಿದೆ. ಆರ್.ಅಶೋಕ, ವಿಪಕ್ಷ ನಾಯಕ bbox=[634, 1182, 832, 1432]
spark-icon bbox=[151, 536, 185, 570]
rashi-item: ♏ ವೃಶ್ಚಿಕ ಕೆಲಸದ ಒತ್ತಡ ಹೆಚ್ಚು. ಕುಟುಂಬದವರೊಂದಿಗೆ ಸಮಯ ಕಳೆಯಿರಿ. ಆರೋಗ್ಯ ಉತ್ತಮ. bbox=[145, 892, 240, 944]
demands-box bbox=[292, 1902, 468, 2098]
rashi-item: ♓ ಮೀನ ಉದ್ಯೋಗದಲ್ಲಿ ಉತ್ತಮ ಬೆಳವಣಿಗೆ. ಶ್ರಮದ ಫಲ ದೊರೆಯಲಿದೆ. ಶಾಂತ ಮನಸ್ಥಿತಿ. bbox=[145, 1130, 241, 1182]
feature-title: ಭವನದ ವಿಶೇಷತೆ bbox=[514, 814, 556, 850]
demands-title: ಬೇಡಿಕೆಗಳು bbox=[298, 1908, 462, 1924]
story3b-headline: ₹4 ಕೋಟಿ ಮೌಲ್ಯದ ಮನೆ ಮಾರಾಟಕ್ಕೆ ಒತ್ತಡ bbox=[954, 875, 1177, 893]
registration-marks-right bbox=[1190, 2104, 1235, 2113]
rahul-body: ದೇಶದಲ್ಲಿ ಕಲಹ ತಂದಿಟ್ಟಿರುವುದು ವಕ್ಫ್ ಕಾಯ್ದೆ. ವಕ್ಫ್ ಬೋರ್ಡ್ ಆಸ್ತಿ ಕಬಳಿಕೆ ವಿರುದ್ಧ ರಾಹುಲ್ ಗಾಂಧಿ ಉತ್ತರಿಸಲಿ ಎಂದು ಬಿಜೆಪಿ ನಾಯಕರು ಆಗ್ರಹಿಸಿದರು. ವಕ್ಫ್ ತಿದ್ದುಪಡಿ ಮಸೂದೆಯನ್ನು ಕಾಂಗ್ರೆಸ್ ವಿರೋಧಿಸುತ್ತಿರುವುದು ಜನರಿಗೆ ಮಾಡುತ್ತಿರುವ ದ್ರೋಹ. ಲೋಕಸಭೆಯಲ್ಲಿ ರಾಹುಲ್ ಗಾಂಧಿ ಮೌನ ವಹಿಸಿರುವುದು ಸರಿಯಲ್ಲ ಎಂದು ಅವರು ಕಿಡಿಕಾರಿದರು. bbox=[1054, 1105, 1284, 1188]
hyle-subheading: ಬಿ ರಿಪೋರ್ಟ್‌ಗೆ ತಕರಾರು ಅರ್ಜಿ: bbox=[34, 1595, 152, 1609]
quote2-text: ಬಿಜೆಪಿ ಸರ್ಕಾರದಲ್ಲಿದ್ದ ಶೇ.40 ಕಮಿಷನ್ ನಿರ್ಮಿಸಿದ ಸರ್ಕಾರ ನಡೆಸುತ್ತಿದೆ ಎಂದು ಸಿದ್ದರಾಮಯ್ಯ ಆರೋಪಿಸಿದ್ದರು. ಈಗ ಬೆಲೆ ಏರಿಕೆ ಮಾಡಿ ಜನರ ಹಣ ಲೂಟಿ ಮಾಡಲಾಗುತ್ತಿದೆ. ಸರ್ಕಾರ ಜನರ ಕ್ಷಮೆ ಕೇಳಬೇಕು. bbox=[680, 1461, 826, 1544]
lead-body-col2: ಪ್ರಮುಖರ ಗೈರು: ಕರ್ನಾಟಕ ಭವನ ಉದ್ಘಾಟನಾ ಕಾರ್ಯಕ್ರಮಕ್ಕೆ ಕೇಂದ್ರ ಸಚಿವರು ಹಾಗೂ ರಾಜ್ಯದ ಕೆಲ ಸಂಸದರು ಗೈರಾಗಿದ್ದರು. ಈ ಬಗ್ಗೆ ಬಿಜೆಪಿ ನಾಯಕರು ಅಸಮಾಧಾನ ವ್ಯಕ್ತಪಡಿಸಿದ್ದಾರೆ. bbox=[508, 941, 928, 969]
scheme-item: ದೇವಲ್ ಗಾಣಗಾಪುರದಿಂದ ಪಂಢರಪುರವರೆಗಿನ ರಸ್ತೆಯನ್ನು ರಾಷ್ಟ್ರೀಯ ಹೆದ್ದಾರಿಯಾಗಿ ಘೋಷಣೆ bbox=[476, 1843, 711, 1880]
dharna-photo bbox=[392, 134, 922, 474]
gadkari-headline: ಗಡ್ಕರಿ ಭೇಟಿಯಾದ ಸಿದ್ದರಾಮಯ್ಯ bbox=[292, 1668, 434, 1720]
masthead-accent-bar bbox=[1282, 62, 1290, 102]
horoscope-title: ದಿನ ಭವಿಷ್ಯ bbox=[34, 786, 250, 814]
